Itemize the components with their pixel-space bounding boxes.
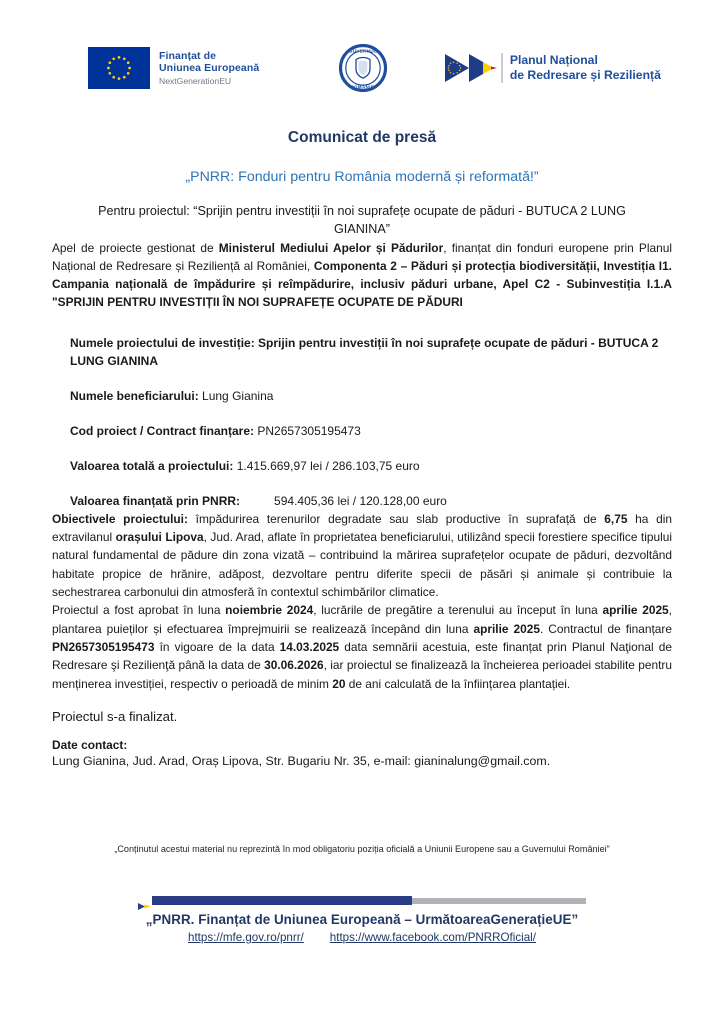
pnrr-arrows-icon bbox=[444, 52, 498, 84]
footer-title: „PNRR. Finanțat de Uniunea Europeană – UrmătoareaGenerațieUE” bbox=[145, 912, 579, 928]
field-beneficiary-label: Numele beneficiarului: bbox=[70, 388, 199, 403]
objectives-paragraph bbox=[52, 510, 672, 602]
objectives-label: Obiectivele proiectului: bbox=[52, 511, 188, 526]
intro-text-1: Apel de proiecte gestionat de bbox=[52, 240, 219, 255]
footer-bar-blue-segment bbox=[152, 896, 412, 905]
pnrr-logo-divider bbox=[501, 53, 503, 83]
approval-date-end: 30.06.2026 bbox=[264, 658, 324, 673]
page-title: Comunicat de presă bbox=[287, 129, 437, 146]
approval-text-6: data semnării acestuia, este finanțat prin Planul Naţional de Redresare şi Rezilienţă până la data de bbox=[52, 640, 672, 673]
intro-paragraph bbox=[52, 239, 672, 312]
approval-date-start: aprilie 2025 bbox=[602, 603, 669, 618]
field-project-code-value: PN2657305195473 bbox=[254, 423, 361, 438]
footer-links bbox=[0, 931, 724, 944]
eu-funding-logo bbox=[88, 47, 259, 89]
eu-logo-line3: NextGenerationEU bbox=[159, 76, 232, 87]
approval-text-4: . Contractul de finanțare bbox=[539, 621, 672, 636]
objectives-text-2: ha din extravilanul bbox=[52, 511, 673, 545]
footer-block bbox=[0, 896, 724, 944]
contact-heading: Date contact: bbox=[52, 738, 128, 753]
approval-text-5: în vigoare de la data bbox=[154, 640, 280, 655]
logo-header bbox=[0, 0, 724, 100]
field-total-value bbox=[52, 457, 672, 475]
footer-decorative-bar bbox=[138, 896, 586, 905]
approval-text-1: Proiectul a fost aprobat în luna bbox=[52, 603, 226, 618]
approval-contract-code: PN2657305195473 bbox=[52, 640, 155, 655]
field-project-name bbox=[52, 334, 672, 370]
footer-disclaimer: „Conținutul acestui material nu reprezintă în mod obligatoriu poziția oficială a Uniunii Europene sau a Guvernului României” bbox=[114, 844, 610, 855]
intro-text-2: , finanțat din fonduri europene prin Planul Național de Redresare și Reziliență al României, bbox=[52, 240, 672, 273]
field-project-code-label: Cod proiect / Contract finanțare: bbox=[70, 423, 255, 438]
approval-text-8: de ani calculată de la înființarea plantației. bbox=[345, 676, 571, 691]
eu-logo-line1: Finanțat de bbox=[159, 49, 217, 62]
pnrr-logo-line1: Planul Național bbox=[509, 53, 598, 68]
approval-text-3: , plantarea puieților și efectuarea împrejmuirii se realizează începând din luna bbox=[52, 603, 672, 636]
intro-bold-2: Componenta 2 – Păduri și protecția biodiversității, Investiția I1. Campania națională de împădurire și reîmpădurire, inclusiv păduri urbane, Apel C2 - Subinvestiția I.1.A "SPRIJIN PENTRU INVESTIȚII ÎN NOI SUPRAFEȚE OCUPATE DE PĂDURI bbox=[52, 258, 672, 310]
svg-text:ROMÂNIEI: ROMÂNIEI bbox=[350, 84, 376, 90]
field-project-code bbox=[52, 422, 672, 440]
objectives-location: orașului Lipova bbox=[115, 530, 204, 545]
document-body bbox=[0, 239, 724, 769]
field-beneficiary bbox=[52, 387, 672, 405]
footer-bar-gray-segment bbox=[412, 898, 586, 904]
field-total-value-value: 1.415.669,97 lei / 286.103,75 euro bbox=[233, 458, 420, 473]
status-finalized: Proiectul s-a finalizat. bbox=[52, 709, 178, 725]
guvernul-romaniei-seal-icon bbox=[339, 44, 387, 92]
svg-text:GUVERNUL: GUVERNUL bbox=[349, 48, 378, 54]
approval-date-signed: 14.03.2025 bbox=[279, 640, 340, 655]
field-beneficiary-value: Lung Gianina bbox=[198, 388, 274, 403]
pnrr-logo-text bbox=[510, 53, 661, 82]
field-project-name-label: Numele proiectului de investiție: bbox=[70, 335, 255, 350]
eu-flag-icon bbox=[88, 47, 150, 89]
approval-paragraph bbox=[52, 601, 672, 693]
contact-details: Lung Gianina, Jud. Arad, Oraș Lipova, Str. Bugariu Nr. 35, e-mail: gianinalung@gmail.com. bbox=[52, 754, 551, 769]
approval-text-7: , iar proiectul se finalizează la încheierea perioadei stabilite pentru menținerea investiției, respectiv o perioadă de minim bbox=[52, 658, 672, 691]
page-subtitle: „PNRR: Fonduri pentru România modernă și reformată!” bbox=[185, 169, 539, 185]
approval-text-2: , lucrările de pregătire a terenului au început în luna bbox=[313, 603, 603, 618]
project-reference-line: Pentru proiectul: “Sprijin pentru investiții în noi suprafețe ocupate de păduri - BUTUCA 2 LUNG GIANINA” bbox=[98, 204, 626, 237]
intro-bold-1: Ministerul Mediului Apelor și Pădurilor bbox=[218, 240, 444, 255]
approval-years-min: 20 bbox=[332, 676, 346, 691]
footer-link-mfe[interactable]: https://mfe.gov.ro/pnrr/ bbox=[188, 931, 304, 945]
pnrr-logo bbox=[444, 52, 661, 84]
approval-date-planting: aprilie 2025 bbox=[473, 621, 540, 636]
approval-date-approved: noiembrie 2024 bbox=[225, 603, 314, 618]
field-project-name-value: Sprijin pentru investiții în noi suprafețe ocupate de păduri - BUTUCA 2 LUNG GIANINA bbox=[70, 335, 659, 368]
objectives-text-3: , Jud. Arad, aflate în proprietatea beneficiarului, utilizând specii forestiere specifice tipului natural fundamental de pădure din zona vizată – contribuind la mărirea suprafețelor ocupate de păduri, dezvoltând habitate propice de hrănire, adăpost, dezvoltare pentru diferite specii de păsări și animale și contribuie la sechestrarea carbonului din atmosferă în contextul schimbărilor climatice. bbox=[52, 530, 672, 600]
field-pnrr-value-value: 594.405,36 lei / 120.128,00 euro bbox=[274, 493, 447, 508]
objectives-text-1: împădurirea terenurilor degradate sau slab productive în suprafață de bbox=[187, 511, 605, 526]
eu-logo-line2: Uniunea Europeană bbox=[159, 62, 260, 75]
footer-link-facebook[interactable]: https://www.facebook.com/PNRROficial/ bbox=[329, 931, 536, 945]
field-pnrr-value bbox=[52, 492, 672, 510]
objectives-area-value: 6,75 bbox=[604, 511, 628, 526]
pnrr-logo-line2: de Redresare și Reziliență bbox=[509, 68, 661, 82]
field-total-value-label: Valoarea totală a proiectului: bbox=[70, 458, 234, 473]
field-pnrr-value-label: Valoarea finanțată prin PNRR: bbox=[70, 493, 241, 508]
eu-logo-text bbox=[159, 50, 259, 86]
